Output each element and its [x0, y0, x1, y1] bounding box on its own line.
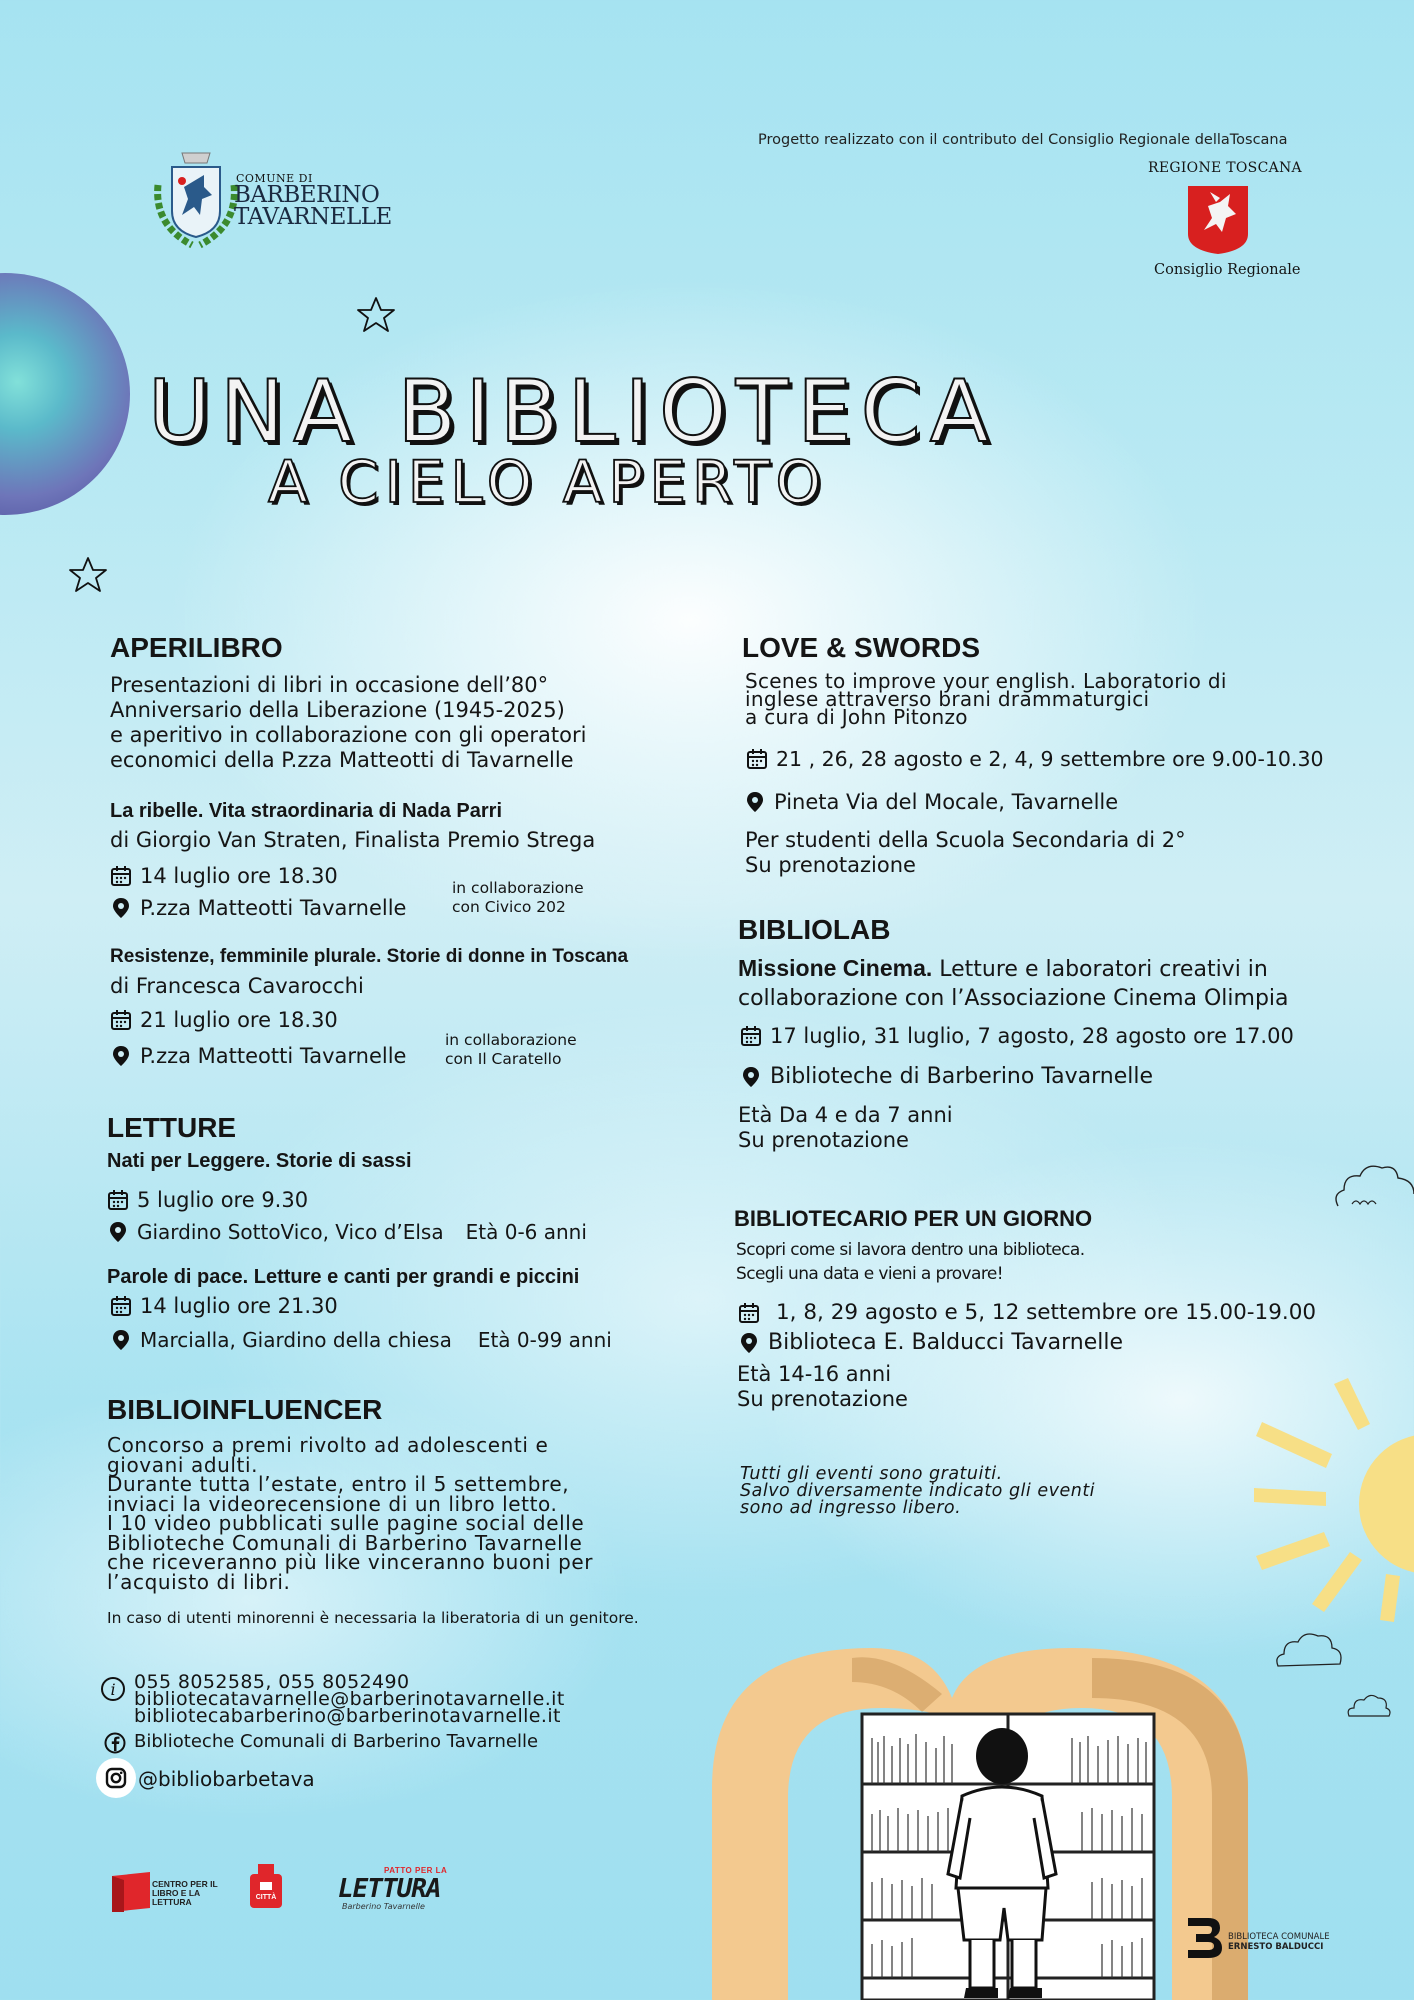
- bibliolab-title-line: [738, 954, 1289, 984]
- facebook-page[interactable]: Biblioteche Comunali di Barberino Tavarnelle: [134, 1731, 539, 1752]
- location-pin-icon: [110, 897, 132, 919]
- bibliolab-audience: [738, 1103, 953, 1153]
- project-note: Progetto realizzato con il contributo del Consiglio Regionale dellaToscana: [758, 132, 1288, 148]
- text-line: Scenes to improve your english. Laboratorio di: [745, 669, 1227, 693]
- text-line: Concorso a premi rivolto ad adolescenti e: [107, 1433, 549, 1457]
- cloud-doodle: [1274, 1626, 1344, 1670]
- event-date-text: 17 luglio, 31 luglio, 7 agosto, 28 agosto ore 17.00: [770, 1024, 1294, 1048]
- location-pin-icon: [740, 1066, 762, 1088]
- audience-line: Per studenti della Scuola Secondaria di 2°: [745, 828, 1186, 852]
- instagram-icon: [96, 1758, 136, 1798]
- event-date: [110, 1294, 338, 1318]
- balducci-label: [1228, 1932, 1330, 1952]
- collab-line: in collaborazione: [445, 1031, 577, 1049]
- bibliolab-line2: collaborazione con l’Associazione Cinema Olimpia: [738, 986, 1289, 1011]
- location-pin-icon: [107, 1221, 129, 1243]
- instagram-handle[interactable]: @bibliobarbetava: [138, 1767, 315, 1791]
- event-date: [746, 747, 1324, 771]
- event-place: [110, 1044, 406, 1068]
- event-place-text: P.zza Matteotti Tavarnelle: [140, 896, 407, 920]
- collab-line: con Il Caratello: [445, 1050, 562, 1068]
- collab-line: con Civico 202: [452, 898, 566, 916]
- star-icon: [68, 556, 108, 594]
- balducci-logo-icon: [1182, 1914, 1228, 1962]
- contact-info: [134, 1671, 565, 1727]
- bibliolab-title-bold: Missione Cinema.: [738, 955, 933, 981]
- aperilibro-intro: [110, 673, 586, 773]
- booking-line: Su prenotazione: [745, 853, 916, 877]
- intro-line: e aperitivo in collaborazione con gli operatori: [110, 723, 587, 747]
- event-collaboration: [452, 879, 584, 917]
- contact-email[interactable]: bibliotecabarberino@barberinotavarnelle.it: [134, 1705, 561, 1727]
- comune-name-line2: TAVARNELLE: [234, 204, 392, 230]
- bibliolab-title-rest: Letture e laboratori creativi in: [932, 957, 1268, 982]
- note-line: Salvo diversamente indicato gli eventi: [740, 1481, 1096, 1501]
- event-date-text: 21 , 26, 28 agosto e 2, 4, 9 settembre ore 9.00-10.30: [776, 747, 1324, 771]
- library-arch-illustration: [712, 1638, 1252, 2000]
- calendar-icon: [110, 865, 132, 887]
- moon-illustration: [0, 273, 130, 515]
- event-title: Parole di pace. Letture e canti per grandi e piccini: [107, 1266, 580, 1288]
- age-line: Età 14-16 anni: [737, 1362, 892, 1386]
- event-collaboration: [445, 1031, 577, 1069]
- balducci-logo: [1182, 1914, 1228, 1966]
- event-place-text: Pineta Via del Mocale, Tavarnelle: [774, 790, 1119, 814]
- comune-di-label: COMUNE DI: [236, 172, 313, 185]
- event-place: [738, 1330, 1123, 1355]
- star-icon: [356, 296, 396, 334]
- bibliotecario-text: [736, 1238, 1085, 1286]
- event-date-text: 14 luglio ore 21.30: [140, 1294, 338, 1318]
- svg-text:i: i: [110, 1680, 116, 1699]
- instagram-badge[interactable]: [96, 1758, 136, 1798]
- comune-name-line1: BARBERINO: [234, 182, 380, 208]
- comune-name: [234, 184, 392, 228]
- calendar-icon: [746, 748, 768, 770]
- event-date-text: 21 luglio ore 18.30: [140, 1008, 338, 1032]
- calendar-icon: [110, 1009, 132, 1031]
- event-place-text: Marcialla, Giardino della chiesa: [140, 1328, 452, 1352]
- patto-lettura-logo: [338, 1866, 450, 1912]
- calendar-icon: [110, 1295, 132, 1317]
- event-age: Età 0-99 anni: [477, 1328, 612, 1352]
- cepell-label: CENTRO PER IL LIBRO E LA LETTURA: [152, 1879, 218, 1907]
- text-line: inglese attraverso brani drammaturgici: [745, 687, 1150, 711]
- event-date-text: 14 luglio ore 18.30: [140, 864, 338, 888]
- event-date: [740, 1024, 1294, 1048]
- note-line: Tutti gli eventi sono gratuiti.: [740, 1464, 1003, 1484]
- comune-coat-of-arms-icon: [146, 145, 246, 251]
- location-pin-icon: [110, 1045, 132, 1067]
- calendar-icon: [738, 1302, 760, 1324]
- regione-toscana-logo-icon: [1186, 184, 1250, 256]
- cepell-logo: [110, 1872, 152, 1916]
- text-line: a cura di John Pitonzo: [745, 705, 968, 729]
- calendar-icon: [740, 1025, 762, 1047]
- event-place: [107, 1220, 587, 1244]
- free-entry-note: [740, 1466, 1095, 1517]
- event-date-text: 5 luglio ore 9.30: [137, 1188, 309, 1212]
- text-line: Durante tutta l’estate, entro il 5 settembre,: [107, 1472, 570, 1496]
- event-title: Nati per Leggere. Storie di sassi: [107, 1150, 412, 1172]
- event-place-text: Giardino SottoVico, Vico d’Elsa: [137, 1220, 444, 1244]
- contact-email[interactable]: bibliotecatavarnelle@barberinotavarnelle.it: [134, 1688, 565, 1710]
- bibliolab-text: [738, 954, 1289, 1013]
- event-place: [110, 896, 406, 920]
- event-place-text: Biblioteca E. Balducci Tavarnelle: [768, 1330, 1124, 1355]
- location-pin-icon: [110, 1329, 132, 1351]
- sun-illustration: [1254, 1374, 1414, 1624]
- minors-note: In caso di utenti minorenni è necessaria la liberatoria di un genitore.: [107, 1609, 639, 1627]
- patto-top-label: PATTO PER LA: [384, 1866, 448, 1875]
- citta-label: CITTÀ: [255, 1894, 277, 1901]
- patto-main-label: LETTURA: [338, 1874, 441, 1904]
- event-date: [110, 864, 338, 888]
- poster-title-line2: A CIELO APERTO: [268, 448, 828, 516]
- text-line: l’acquisto di libri.: [107, 1569, 291, 1594]
- balducci-line1: BIBLIOTECA COMUNALE: [1228, 1932, 1330, 1942]
- collab-line: in collaborazione: [452, 879, 584, 897]
- facebook-icon[interactable]: [104, 1732, 126, 1754]
- bibliotecario-heading: BIBLIOTECARIO PER UN GIORNO: [734, 1206, 1093, 1231]
- event-place: [744, 790, 1118, 814]
- love-swords-text: [745, 669, 1227, 729]
- text-line: Scopri come si lavora dentro una biblioteca.: [736, 1240, 1085, 1260]
- event-title: La ribelle. Vita straordinaria di Nada Parri: [110, 800, 503, 822]
- text-line: Biblioteche Comunali di Barberino Tavarnelle: [107, 1530, 583, 1555]
- location-pin-icon: [744, 791, 766, 813]
- age-line: Età Da 4 e da 7 anni: [738, 1103, 953, 1127]
- event-author: di Giorgio Van Straten, Finalista Premio Strega: [110, 828, 596, 852]
- location-pin-icon: [738, 1332, 760, 1354]
- balducci-line2: ERNESTO BALDUCCI: [1228, 1942, 1324, 1952]
- cloud-doodle: [1332, 1154, 1414, 1212]
- text-line: I 10 video pubblicati sulle pagine social delle: [107, 1511, 585, 1535]
- text-line: inviaci la videorecensione di un libro letto.: [107, 1491, 558, 1516]
- aperilibro-heading: APERILIBRO: [110, 632, 283, 663]
- cloud-doodle: [1346, 1690, 1392, 1720]
- consiglio-regionale-label: Consiglio Regionale: [1154, 262, 1301, 278]
- love-swords-audience: [745, 828, 1186, 878]
- poster-title-line1: UNA BIBLIOTECA: [148, 362, 998, 462]
- intro-line: Presentazioni di libri in occasione dell’80°: [110, 673, 549, 697]
- citta-logo: [244, 1862, 288, 1912]
- regione-toscana-label: REGIONE TOSCANA: [1148, 160, 1302, 176]
- event-date: [107, 1188, 308, 1212]
- event-place-text: Biblioteche di Barberino Tavarnelle: [770, 1064, 1154, 1089]
- patto-sub-label: Barberino Tavarnelle: [342, 1902, 425, 1911]
- event-place-text: P.zza Matteotti Tavarnelle: [140, 1044, 407, 1068]
- event-title: Resistenze, femminile plurale. Storie di donne in Toscana: [110, 946, 629, 967]
- event-place: [110, 1328, 612, 1352]
- info-icon: [100, 1676, 126, 1702]
- event-author: di Francesca Cavarocchi: [110, 974, 364, 998]
- event-age: Età 0-6 anni: [465, 1220, 587, 1244]
- text-line: giovani adulti.: [107, 1452, 259, 1477]
- event-place: [740, 1064, 1153, 1089]
- event-date: [738, 1300, 1316, 1325]
- event-date-text: 1, 8, 29 agosto e 5, 12 settembre ore 15.00-19.00: [776, 1300, 1317, 1325]
- contact-phones: 055 8052585, 055 8052490: [134, 1671, 410, 1693]
- cepell-logo-icon: [110, 1872, 152, 1912]
- intro-line: Anniversario della Liberazione (1945-2025): [110, 698, 565, 722]
- intro-line: economici della P.zza Matteotti di Tavarnelle: [110, 748, 574, 772]
- text-line: che riceveranno più like vinceranno buoni per: [107, 1550, 594, 1574]
- biblioinfluencer-text: [107, 1433, 594, 1594]
- biblioinfluencer-heading: BIBLIOINFLUENCER: [107, 1394, 383, 1425]
- bibliotecario-audience: [737, 1362, 908, 1412]
- love-swords-heading: LOVE & SWORDS: [742, 632, 981, 663]
- calendar-icon: [107, 1189, 129, 1211]
- note-line: sono ad ingresso libero.: [740, 1498, 962, 1518]
- booking-line: Su prenotazione: [738, 1128, 909, 1152]
- bibliolab-heading: BIBLIOLAB: [738, 914, 891, 945]
- letture-heading: LETTURE: [107, 1112, 237, 1143]
- booking-line: Su prenotazione: [737, 1387, 908, 1411]
- citta-logo-icon: [244, 1862, 288, 1912]
- text-line: Scegli una data e vieni a provare!: [736, 1264, 1003, 1284]
- event-date: [110, 1008, 338, 1032]
